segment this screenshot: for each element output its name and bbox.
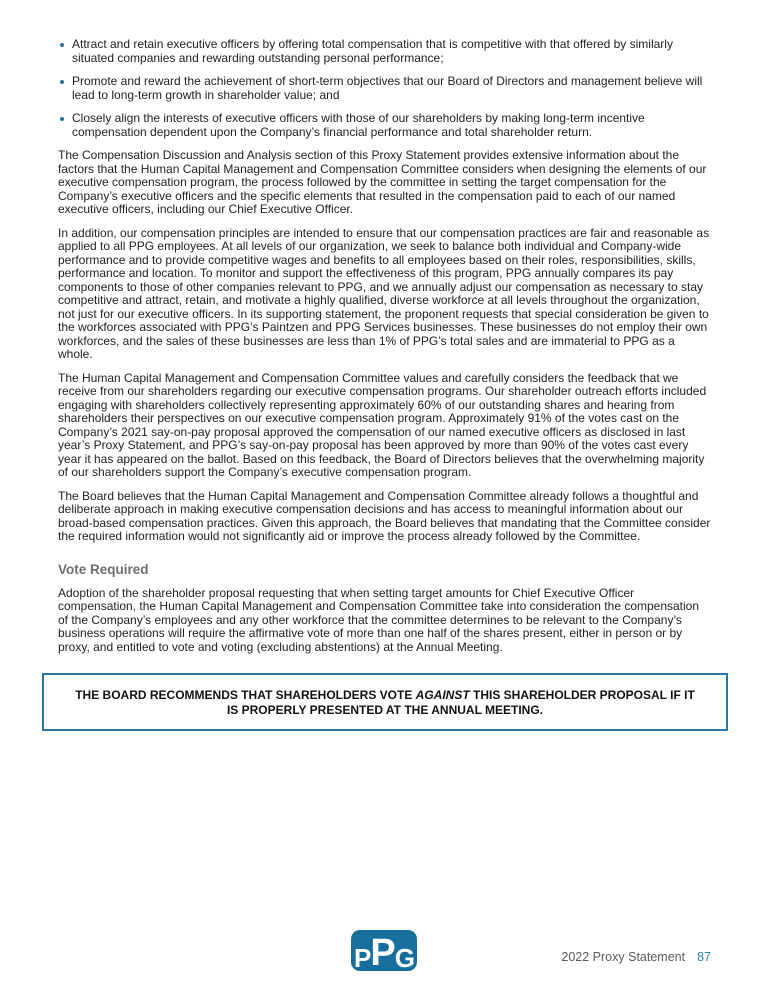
bullet-text: Promote and reward the achievement of short-term objectives that our Board of Directors and management believe will lead to long-term growth in shareholder value; and [72,74,703,102]
ppg-logo-letter: P [370,932,395,975]
paragraph-compensation-principles: In addition, our compensation principles are intended to ensure that our compensation practices are fair and reasonable as applied to all PPG employees. At all levels of our organization, we seek to balance both individual and Company-wide performance and to provide competitive wages and benefits to all employees based on their roles, responsibilities, skills, performance and location. To monitor and support the effectiveness of this program, PPG annually compares its pay components to those of other companies relevant to PPG, and we annually adjust our compensation as necessary to stay competitive and attract, retain, and motivate a highly qualified, diverse workforce at all levels throughout the organization, not just for our executive officers. In its supporting statement, the proponent requests that special consideration be given to the workforces associated with PPG’s Paintzen and PPG Services businesses. These businesses do not employ their own workforces, and the sales of these businesses are less than 1% of PPG’s total sales and are immaterial to PPG as a whole. [58,225,710,361]
list-item [58,112,712,139]
bullet-icon [60,80,64,84]
ppg-logo-letter: G [394,942,414,973]
recommendation-emphasis: AGAINST [415,688,470,702]
ppg-logo [351,930,417,975]
vote-required-heading: Vote Required [58,561,149,577]
board-recommendation-box [42,673,728,731]
paragraph-shareholder-feedback: The Human Capital Management and Compensation Committee values and carefully considers the feedback that we receive from our shareholders regarding our executive compensation programs. Our shareholder outreach efforts included engaging with shareholders collectively representing approximately 60% of our outstanding shares and hearing from shareholders their perspectives on our executive compensation program. Approximately 91% of the votes cast on the Company’s 2021 say-on-pay proposal approved the compensation of our named executive officers as disclosed in last year’s Proxy Statement, and PPG’s say-on-pay proposal has been approved by more than 90% of the votes cast every year it has appeared on the ballot. Based on this feedback, the Board of Directors believes that the overwhelming majority of our shareholders support the Company’s executive compensation program. [58,370,707,479]
paragraph-cda-section: The Compensation Discussion and Analysis section of this Proxy Statement provides extensive information about the factors that the Human Capital Management and Compensation Committee considers when designing the elements of our executive compensation program, the process followed by the committee in setting the target compensation for the Company’s executive officers and the specific elements that resulted in the compensation paid to each of our named executive officers, including our Chief Executive Officer. [58,148,707,216]
page-content [58,38,712,731]
paragraph-vote-required: Adoption of the shareholder proposal requesting that when setting target amounts for Chief Executive Officer compensation, the Human Capital Management and Compensation Committee take into consideration the compensation of the Company’s employees and any other workforce that the committee determines to be relevant to the Company’s business operations will require the affirmative vote of more than one half of the shares present, either in person or by proxy, and entitled to vote and voting (excluding abstentions) at the Annual Meeting. [58,585,700,654]
paragraph-board-believes: The Board believes that the Human Capital Management and Compensation Committee already follows a thoughtful and deliberate approach in making executive compensation decisions and has access to meaningful information about our broad-based compensation practices. Given this approach, the Board believes that mandating that the Committee consider the required information would not significantly aid or improve the process already followed by the Committee. [58,488,711,543]
compensation-principles-list [58,38,712,139]
list-item [58,38,712,65]
page-footer [561,950,711,964]
recommendation-text-pre: THE BOARD RECOMMENDS THAT SHAREHOLDERS VOTE [75,688,416,702]
footer-label: 2022 Proxy Statement [561,950,686,964]
list-item [58,75,712,102]
bullet-icon [60,43,64,47]
recommendation-text-post: THIS SHAREHOLDER PROPOSAL IF IT IS PROPERLY PRESENTED AT THE ANNUAL MEETING. [226,688,695,717]
page-number: 87 [697,950,711,964]
bullet-icon [60,117,64,121]
ppg-logo-letter: P [354,942,371,973]
bullet-text: Closely align the interests of executive officers with those of our shareholders by making long-term incentive compensation dependent upon the Company’s financial performance and total shareholder return. [72,111,645,139]
bullet-text: Attract and retain executive officers by offering total compensation that is competitive with that offered by similarly situated companies and rewarding outstanding personal performance; [72,37,673,65]
